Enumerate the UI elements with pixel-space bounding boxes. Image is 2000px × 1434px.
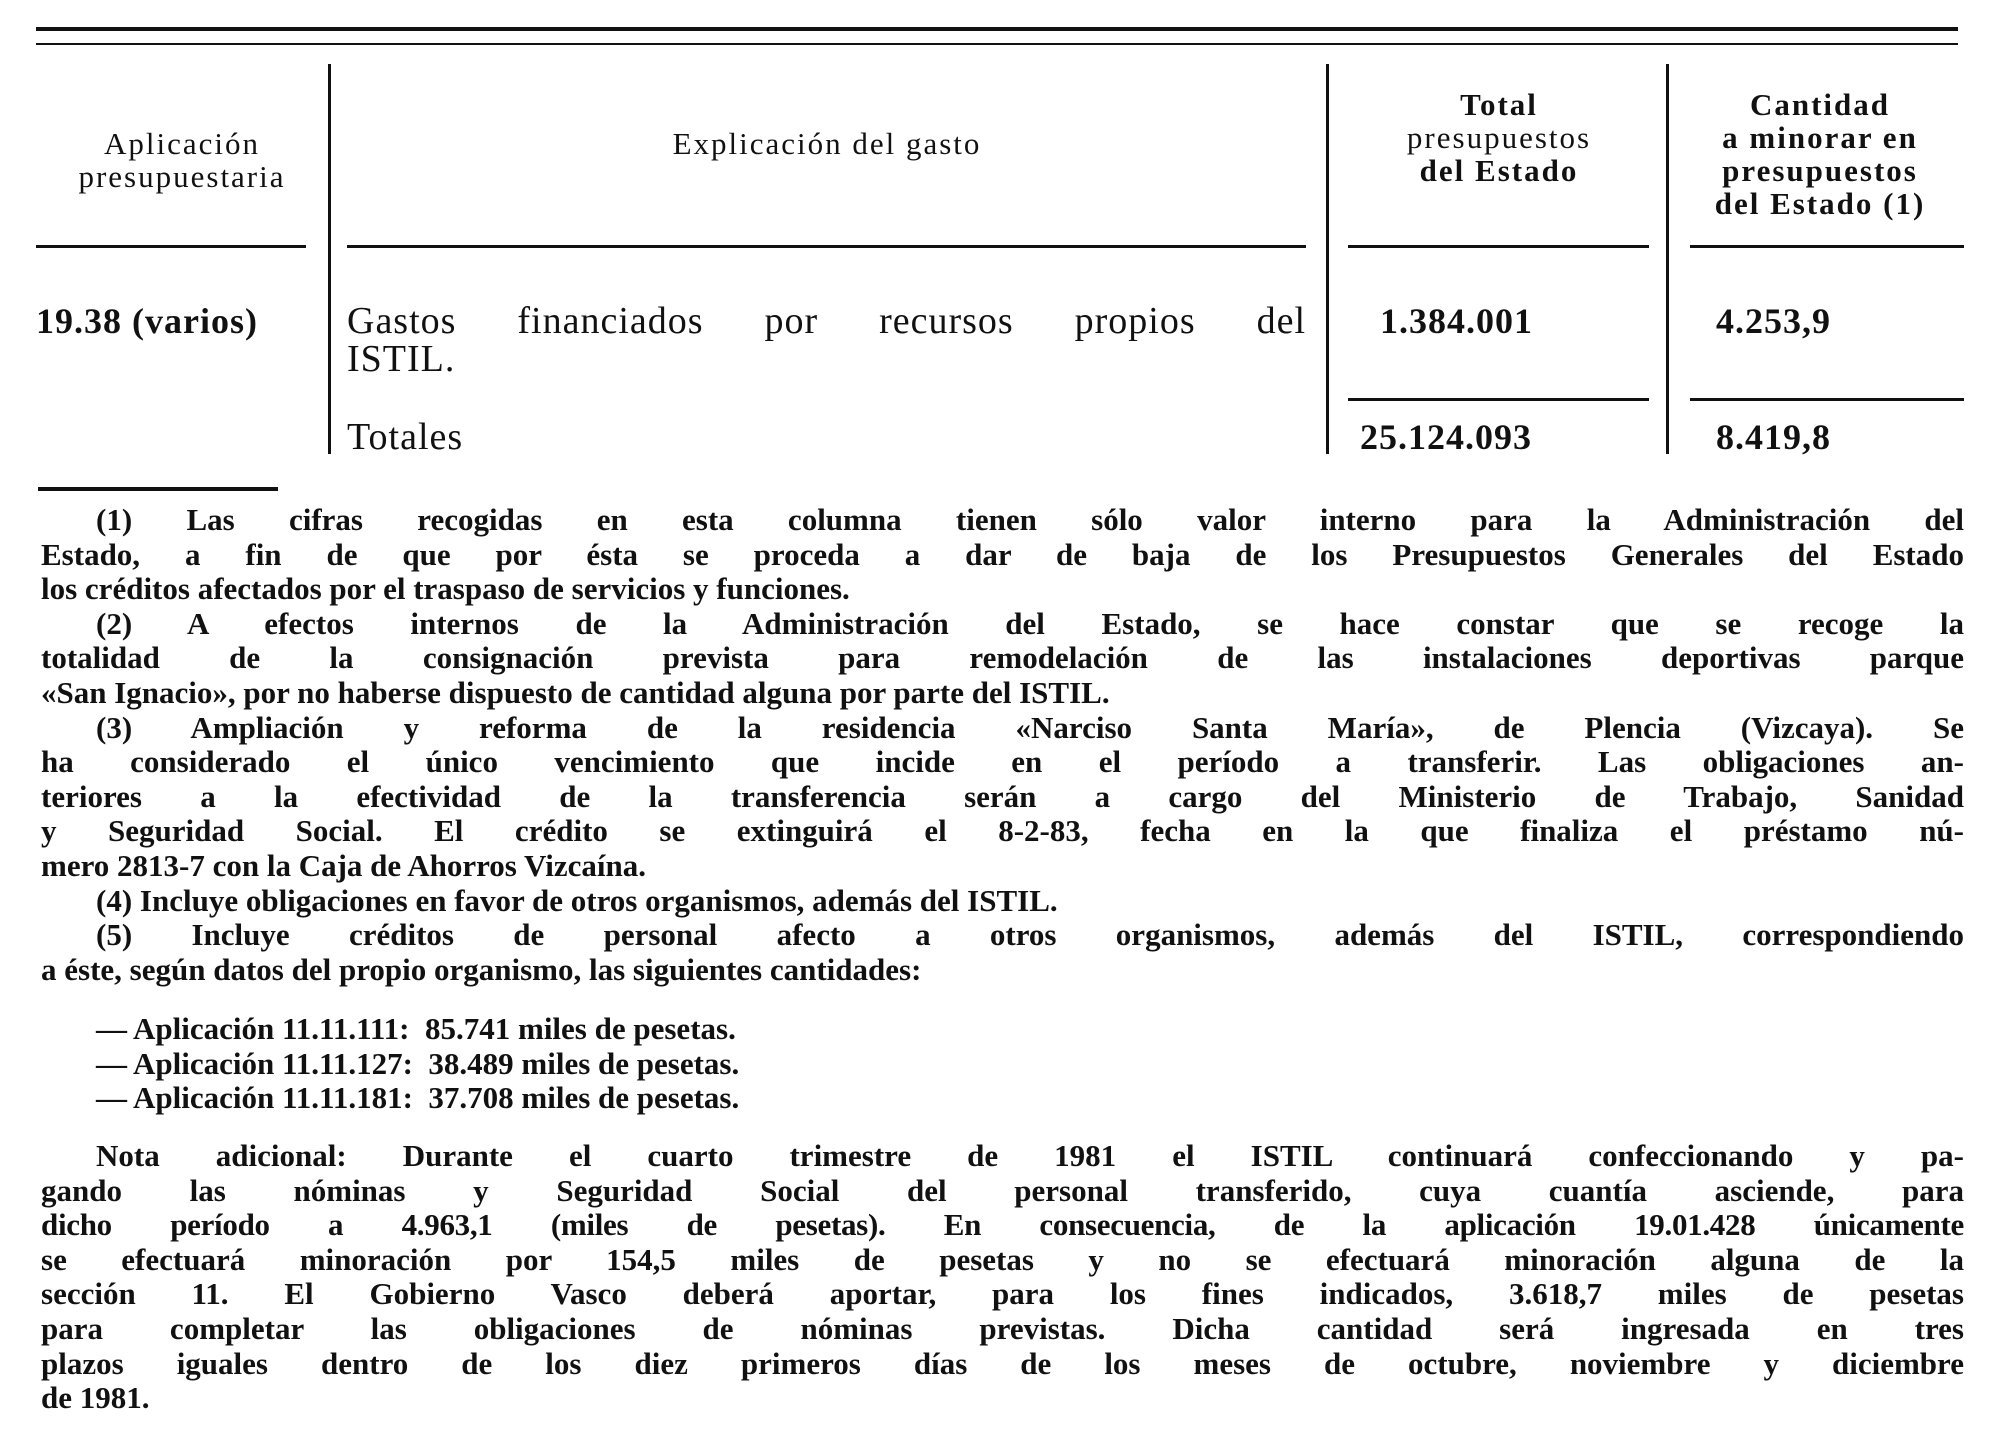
totals-label: Totales xyxy=(347,416,464,458)
column-divider xyxy=(1666,64,1669,454)
footnote-line: (2) A efectos internos de la Administración del Estado, se hace constar que se recoge la xyxy=(96,606,1964,641)
nota-line: se efectuará minoración por 154,5 miles de pesetas y no se efectuará minoración alguna de la xyxy=(41,1242,1964,1277)
footnote-line: totalidad de la consignación prevista para remodelación de las instalaciones deportivas parque xyxy=(41,641,1964,676)
footnote-line: mero 2813-7 con la Caja de Ahorros Vizcaína. xyxy=(41,848,647,883)
nota-adicional xyxy=(41,1139,1964,1416)
row-cantidad: 4.253,9 xyxy=(1716,301,1831,341)
totals-total: 25.124.093 xyxy=(1360,417,1532,457)
header-aplicacion xyxy=(36,127,328,193)
footnote-line: y Seguridad Social. El crédito se extinguirá el 8-2-83, fecha en la que finaliza el préstamo nú- xyxy=(41,814,1964,849)
totals-rule xyxy=(1348,398,1649,401)
nota-line: de 1981. xyxy=(41,1381,150,1416)
footnote-line: los créditos afectados por el traspaso de servicios y funciones. xyxy=(41,572,850,607)
aplicacion-item: — Aplicación 11.11.111: 85.741 miles de pesetas. xyxy=(96,1012,736,1046)
column-divider xyxy=(328,64,331,454)
aplicacion-item: — Aplicación 11.11.127: 38.489 miles de pesetas. xyxy=(96,1046,740,1081)
row-aplicacion: 19.38 (varios) xyxy=(36,301,258,341)
header-line: a minorar en xyxy=(1722,120,1918,155)
totals-rule xyxy=(1690,398,1964,401)
footnote-line: «San Ignacio», por no haberse dispuesto de cantidad alguna por parte del ISTIL. xyxy=(41,675,1110,710)
nota-line: dicho período a 4.963,1 (miles de pesetas). En consecuencia, de la aplicación 19.01.428 únicamente xyxy=(41,1208,1964,1243)
row-total: 1.384.001 xyxy=(1380,301,1533,341)
footnote-line: (5) Incluye créditos de personal afecto a otros organismos, además del ISTIL, correspondiendo xyxy=(96,918,1964,953)
top-rule-thick xyxy=(36,27,1958,31)
nota-line: plazos iguales dentro de los diez primeros días de los meses de octubre, noviembre y diciembre xyxy=(41,1346,1964,1381)
footnote-line: a éste, según datos del propio organismo, las siguientes cantidades: xyxy=(41,952,922,987)
footnotes xyxy=(41,503,1964,987)
nota-line: gando las nóminas y Seguridad Social del personal transferido, cuya cuantía asciende, para xyxy=(41,1173,1964,1208)
header-line: del Estado (1) xyxy=(1714,186,1926,221)
footnote-line: Estado, a fin de que por ésta se proceda a dar de baja de los Presupuestos Generales del Estado xyxy=(41,537,1964,572)
footnote-line: teriores a la efectividad de la transferencia serán a cargo del Ministerio de Trabajo, Sanidad xyxy=(41,779,1964,814)
aplicacion-item: — Aplicación 11.11.181: 37.708 miles de pesetas. xyxy=(96,1081,740,1116)
header-underline xyxy=(347,245,1306,248)
footnote-line: (1) Las cifras recogidas en esta columna tienen sólo valor interno para la Administración del xyxy=(96,503,1964,537)
top-rule-thin xyxy=(36,43,1958,45)
header-explicacion xyxy=(347,127,1307,160)
nota-line: Nota adicional: Durante el cuarto trimestre de 1981 el ISTIL continuará confeccionando y pa- xyxy=(96,1139,1964,1173)
header-line: presupuestos xyxy=(1406,120,1592,155)
row-explicacion-line: Gastos financiados por recursos propios del xyxy=(347,300,1306,342)
header-line: Total xyxy=(1460,87,1538,122)
footnote-line: (4) Incluye obligaciones en favor de otros organismos, además del ISTIL. xyxy=(96,883,1058,918)
footnote-line: (3) Ampliación y reforma de la residencia «Narciso Santa María», de Plencia (Vizcaya). Se xyxy=(96,710,1964,745)
header-line: presupuestos xyxy=(1722,153,1918,188)
totals-cantidad: 8.419,8 xyxy=(1716,417,1831,457)
header-line: Explicación del gasto xyxy=(672,126,982,161)
row-explicacion-line: ISTIL. xyxy=(347,338,456,380)
header-underline xyxy=(1348,245,1649,248)
header-line: Cantidad xyxy=(1749,87,1891,122)
row-explicacion xyxy=(347,301,1306,379)
header-line: presupuestaria xyxy=(78,159,286,194)
nota-line: para completar las obligaciones de nóminas previstas. Dicha cantidad será ingresada en tres xyxy=(41,1311,1964,1346)
footnote-line: ha considerado el único vencimiento que incide en el período a transferir. Las obligaciones an- xyxy=(41,745,1964,780)
column-divider xyxy=(1326,64,1329,454)
nota-line: sección 11. El Gobierno Vasco deberá aportar, para los fines indicados, 3.618,7 miles de pesetas xyxy=(41,1277,1964,1312)
header-line: del Estado xyxy=(1419,153,1579,188)
header-total xyxy=(1340,88,1658,187)
header-cantidad xyxy=(1676,88,1964,220)
footnote-separator xyxy=(38,487,278,491)
aplicaciones-list xyxy=(41,1012,1964,1116)
header-underline xyxy=(36,245,306,248)
header-underline xyxy=(1690,245,1964,248)
header-line: Aplicación xyxy=(103,126,260,161)
